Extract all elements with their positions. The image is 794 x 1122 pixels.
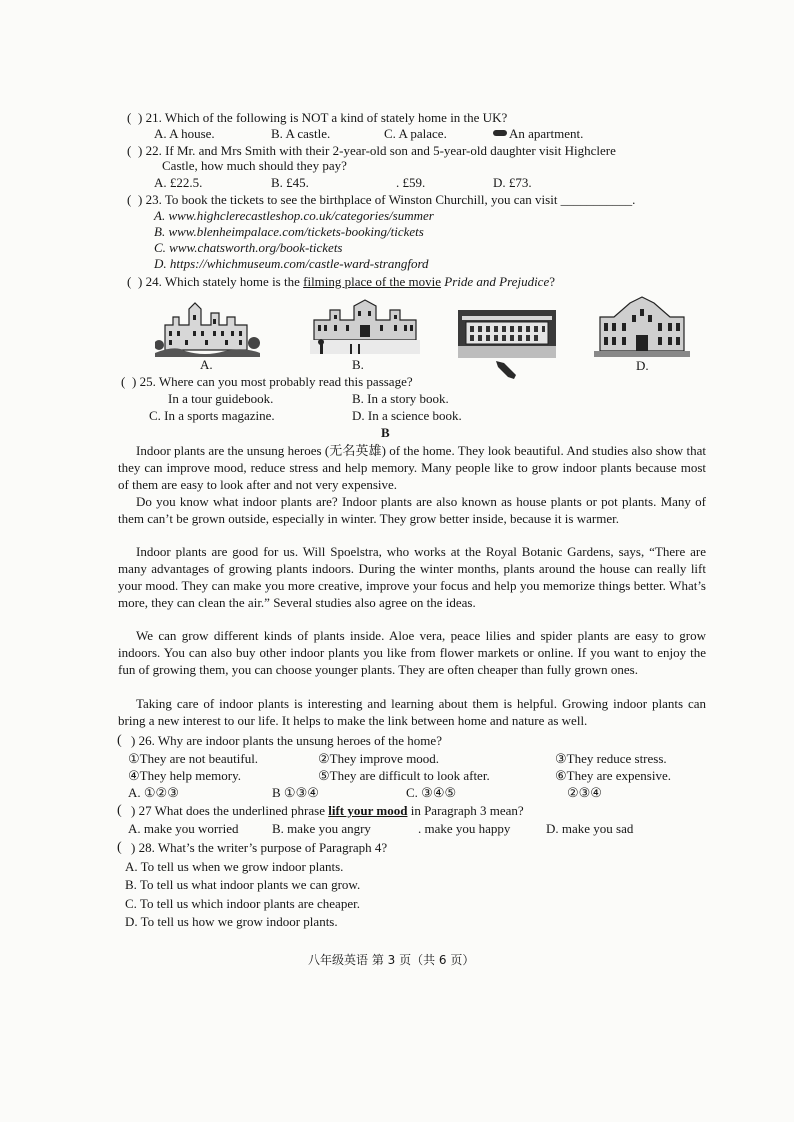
q24-label-d: D. [636,358,649,373]
q27-option-c: . make you happy [418,821,511,836]
q23-option-a: A. www.highclerecastleshop.co.uk/categories/summer [154,208,434,223]
q21-option-d: An apartment. [509,126,584,141]
q21-bracket: ( [127,110,132,125]
q28-option-b: B. To tell us what indoor plants we can grow. [125,877,361,892]
page-footer: 八年级英语 第 3 页（共 6 页） [308,953,475,967]
q21-option-c: C. A palace. [384,126,447,141]
passage-paragraph-3: Indoor plants are good for us. Will Spoelstra, who works at the Royal Botanic Gardens, says, “There are many advantages of growing plants indoors. During the winter months, plants around the house can really lift your mood. They can make you more creative, improve your focus and help you memorize things better. What’s more, they can clean the air.” Several studies also agree on the ideas. [118,544,706,610]
q24-label-b: B. [352,357,364,372]
passage-paragraph-2: Do you know what indoor plants are? Indoor plants are also known as house plants or pot plants. Many of them can’t be grown outside, especially in winter. They grow better inside, because it is warmer. [118,494,706,526]
q28-option-a: A. To tell us when we grow indoor plants. [125,859,344,874]
q22-bracket: ( [127,143,132,158]
q26-statement-3: ③They reduce stress. [555,751,667,766]
q26-option-b: B ①③④ [272,785,319,800]
q28-option-d: D. To tell us how we grow indoor plants. [125,914,338,929]
q28-bracket: ( [117,840,122,855]
q27-option-a: A. make you worried [128,821,239,836]
q23-question: ) 23. To book the tickets to see the birthplace of Winston Churchill, you can visit ___________. [138,192,636,207]
q28-option-c: C. To tell us which indoor plants are cheaper. [125,896,360,911]
q22-option-d: D. £73. [493,175,532,190]
q26-statement-5: ⑤They are difficult to look after. [318,768,490,783]
q26-option-d: ②③④ [567,785,602,800]
q23-option-c: C. www.chatsworth.org/book-tickets [154,240,343,255]
q21-question: ) 21. Which of the following is NOT a kind of stately home in the UK? [138,110,508,125]
q26-bracket: ( [117,733,122,748]
q27-option-d: D. make you sad [546,821,634,836]
q24-bracket: ( [127,274,132,289]
palace-b-picture [310,298,420,354]
q26-question: ) 26. Why are indoor plants the unsung heroes of the home? [131,733,442,748]
q24-question: ) 24. Which stately home is the filming place of the movie Pride and Prejudice? [138,274,555,289]
q25-option-d: D. In a science book. [352,408,462,423]
q27-question: ) 27 What does the underlined phrase lift your mood in Paragraph 3 mean? [131,803,524,818]
house-c-picture [458,310,556,358]
q26-statement-1: ①They are not beautiful. [128,751,259,766]
castle-a-picture [155,295,260,357]
q26-statement-6: ⑥They are expensive. [555,768,671,783]
q26-option-c: C. ③④⑤ [406,785,457,800]
q23-option-d: D. https://whichmuseum.com/castle-ward-strangford [154,256,429,271]
q25-question: ) 25. Where can you most probably read this passage? [132,374,413,389]
q24-label-a: A. [200,357,213,372]
mansion-d-picture [594,295,690,357]
q27-bracket: ( [117,803,122,818]
q22-question-line1: ) 22. If Mr. and Mrs Smith with their 2-year-old son and 5-year-old daughter visit Highclere [138,143,616,158]
q25-bracket: ( [121,374,126,389]
q25-option-a: In a tour guidebook. [168,391,274,406]
q26-statement-2: ②They improve mood. [318,751,440,766]
q23-option-b: B. www.blenheimpalace.com/tickets-booking/tickets [154,224,424,239]
q28-question: ) 28. What’s the writer’s purpose of Paragraph 4? [131,840,388,855]
ink-mark [493,130,507,136]
q26-statement-4: ④They help memory. [128,768,241,783]
q22-option-b: B. £45. [271,175,309,190]
passage-paragraph-1: Indoor plants are the unsung heroes (无名英雄) of the home. They look beautiful. And studies also show that they can improve mood, reduce stress and help memory. Many people like to grow indoor plants because most of them are easy to look after and not very expensive. [118,443,706,492]
q21-option-a: A. A house. [154,126,215,141]
section-b-heading: B [381,425,390,440]
q22-option-a: A. £22.5. [154,175,203,190]
passage-paragraph-4: We can grow different kinds of plants inside. Aloe vera, peace lilies and spider plants are easy to grow indoors. You can also buy other indoor plants you like from flower markets or online. If you want to enjoy the fun of growing them, you can choose younger plants. They are often cheaper than fully grown ones. [118,628,706,677]
q25-option-b: B. In a story book. [352,391,449,406]
q25-option-c: C. In a sports magazine. [149,408,275,423]
q22-question-line2: Castle, how much should they pay? [162,158,347,173]
q22-option-c: . £59. [396,175,426,190]
q21-option-b: B. A castle. [271,126,331,141]
q26-option-a: A. ①②③ [128,785,179,800]
ink-mark [494,359,520,381]
passage-paragraph-5: Taking care of indoor plants is interesting and learning about them is helpful. Growing indoor plants can bring a new interest to our life. It helps to make the link between home and nature as well. [118,696,706,728]
q23-bracket: ( [127,192,132,207]
q27-option-b: B. make you angry [272,821,371,836]
